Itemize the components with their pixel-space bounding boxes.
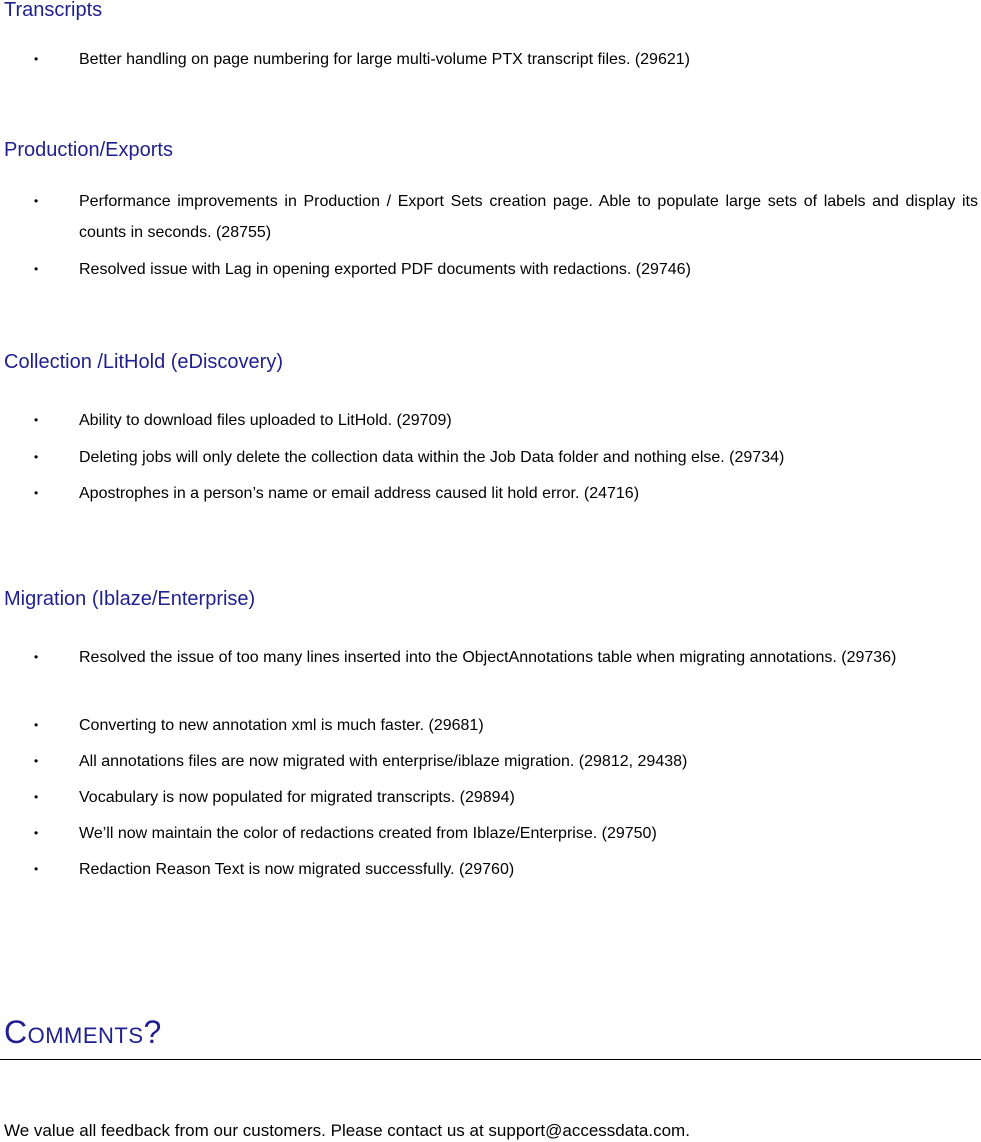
list-item [0, 818, 978, 849]
bullet-icon: • [34, 262, 39, 276]
list-item-text: Ability to download files uploaded to LitHold. (29709) [79, 412, 452, 429]
list-item-text: All annotations files are now migrated with enterprise/iblaze migration. (29812, 29438) [79, 753, 688, 770]
list-item [0, 746, 978, 777]
bullet-icon: • [34, 413, 39, 427]
list-item [0, 710, 978, 741]
list-item-text: Vocabulary is now populated for migrated transcripts. (29894) [79, 789, 515, 806]
bullet-icon: • [34, 754, 39, 768]
list-item-text: Resolved issue with Lag in opening exported PDF documents with redactions. (29746) [79, 261, 691, 278]
bullet-icon: • [34, 52, 39, 66]
list-item-text: Apostrophes in a person’s name or email address caused lit hold error. (24716) [79, 485, 640, 502]
list-item-text: We’ll now maintain the color of redactions created from Iblaze/Enterprise. (29750) [79, 825, 657, 842]
list-item [0, 186, 978, 248]
bullet-icon: • [34, 450, 39, 464]
bullet-icon: • [34, 650, 39, 664]
list-item [0, 44, 978, 75]
list-item-text: Resolved the issue of too many lines inserted into the ObjectAnnotations table when migrating annotations. (29736) [79, 649, 897, 666]
list-item [0, 254, 978, 285]
list-item [0, 478, 978, 509]
list-item-text: Redaction Reason Text is now migrated successfully. (29760) [79, 861, 515, 878]
section-heading-migration: Migration (Iblaze/Enterprise) [4, 588, 256, 610]
section-heading-collection-lithold: Collection /LitHold (eDiscovery) [4, 351, 283, 373]
comments-title: Comments? [4, 1014, 162, 1050]
bullet-icon: • [34, 790, 39, 804]
section-heading-transcripts: Transcripts [4, 0, 103, 21]
divider [0, 1059, 981, 1060]
list-item [0, 405, 978, 436]
list-item [0, 854, 978, 885]
list-item-text: Better handling on page numbering for large multi-volume PTX transcript files. (29621) [79, 51, 690, 68]
list-item-text: Performance improvements in Production / Export Sets creation page. Able to populate large sets of labels and display its counts in seconds. (28755) [79, 193, 978, 241]
bullet-icon: • [34, 826, 39, 840]
bullet-icon: • [34, 862, 39, 876]
section-heading-production-exports: Production/Exports [4, 139, 173, 161]
bullet-icon: • [34, 718, 39, 732]
list-item [0, 642, 978, 673]
list-item [0, 442, 978, 473]
comments-text: We value all feedback from our customers. Please contact us at support@accessdata.com. [4, 1121, 690, 1140]
list-item-text: Deleting jobs will only delete the collection data within the Job Data folder and nothing else. (29734) [79, 449, 785, 466]
bullet-icon: • [34, 194, 39, 208]
list-item [0, 782, 978, 813]
list-item-text: Converting to new annotation xml is much faster. (29681) [79, 717, 484, 734]
bullet-icon: • [34, 486, 39, 500]
